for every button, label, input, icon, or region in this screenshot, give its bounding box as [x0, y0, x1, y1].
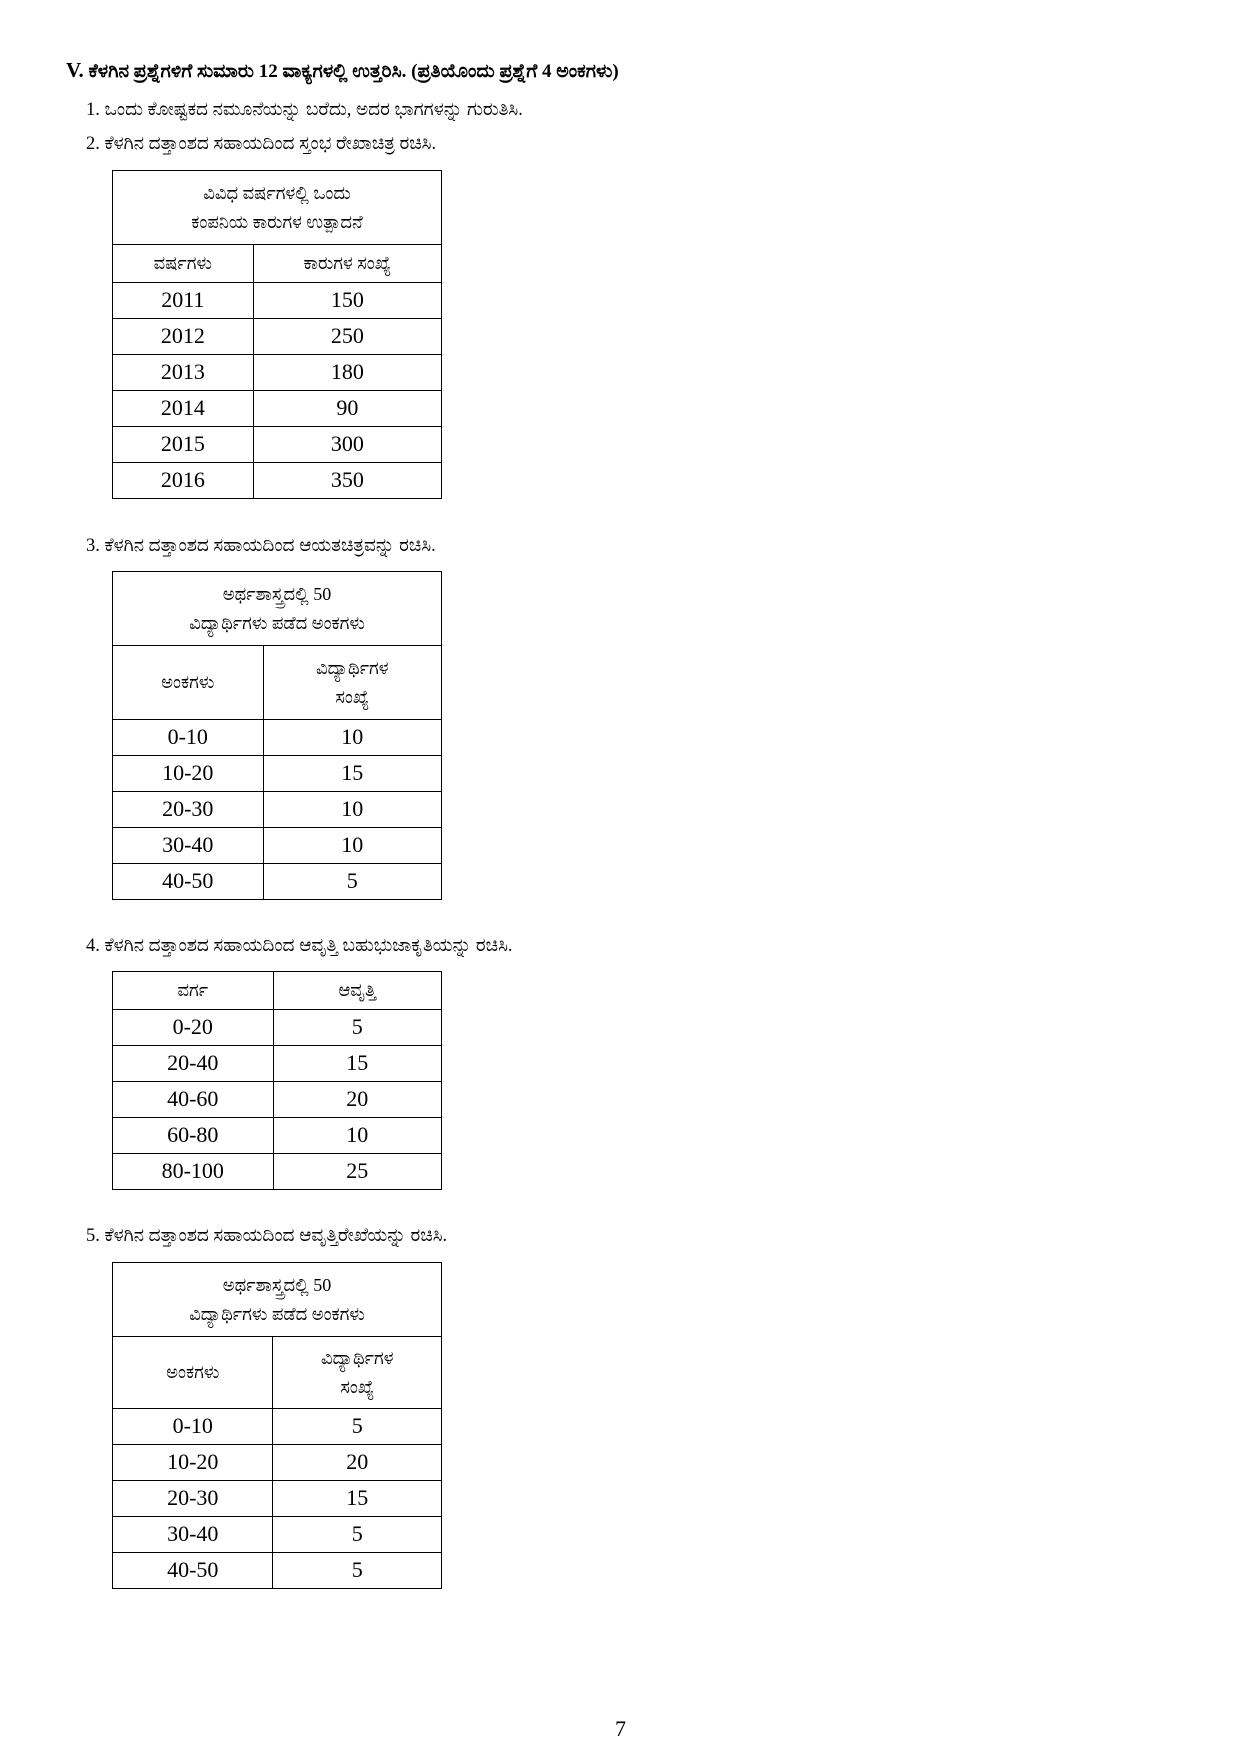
question-2: 2. ಕೆಳಗಿನ ದತ್ತಾಂಶದ ಸಹಾಯದಿಂದ ಸ್ತಂಭ ರೇಖಾಚಿತ್ರ ರಚಿಸಿ. — [86, 134, 437, 154]
table-row: 2016 350 — [113, 463, 442, 499]
table-economics-marks-2 — [112, 1262, 442, 1589]
table-row: 60-80 10 — [113, 1118, 442, 1154]
column-header-student-count: ವಿದ್ಯಾರ್ಥಿಗಳ ಸಂಖ್ಯೆ — [273, 1337, 442, 1409]
table-car-production — [112, 170, 442, 499]
column-header-years: ವರ್ಷಗಳು — [113, 245, 254, 283]
table-row: 2014 90 — [113, 391, 442, 427]
table-row: 10-20 20 — [113, 1445, 442, 1481]
table-row: 30-40 10 — [113, 828, 442, 864]
table-row: 40-50 5 — [113, 1553, 442, 1589]
table-title: ವಿವಿಧ ವರ್ಷಗಳಲ್ಲಿ ಒಂದು ಕಂಪನಿಯ ಕಾರುಗಳ ಉತ್ಪಾದನೆ — [113, 171, 442, 245]
table-economics-marks — [112, 571, 442, 900]
column-header-student-count: ವಿದ್ಯಾರ್ಥಿಗಳ ಸಂಖ್ಯೆ — [263, 646, 441, 720]
table-row: 2011 150 — [113, 283, 442, 319]
table-row: 30-40 5 — [113, 1517, 442, 1553]
question-4: 4. ಕೆಳಗಿನ ದತ್ತಾಂಶದ ಸಹಾಯದಿಂದ ಆವೃತ್ತಿ ಬಹುಭುಜಾಕೃತಿಯನ್ನು ರಚಿಸಿ. — [86, 936, 513, 956]
table-row: 20-30 10 — [113, 792, 442, 828]
column-header-class: ವರ್ಗ — [113, 972, 274, 1010]
column-header-car-count: ಕಾರುಗಳ ಸಂಖ್ಯೆ — [253, 245, 441, 283]
question-3: 3. ಕೆಳಗಿನ ದತ್ತಾಂಶದ ಸಹಾಯದಿಂದ ಆಯತಚಿತ್ರವನ್ನು ರಚಿಸಿ. — [86, 536, 436, 556]
question-1: 1. ಒಂದು ಕೋಷ್ಟಕದ ನಮೂನೆಯನ್ನು ಬರೆದು, ಅದರ ಭಾಗಗಳನ್ನು ಗುರುತಿಸಿ. — [86, 100, 523, 120]
table-row: 2013 180 — [113, 355, 442, 391]
column-header-frequency: ಆವೃತ್ತಿ — [273, 972, 442, 1010]
table-row: 0-10 10 — [113, 720, 442, 756]
table-row: 0-10 5 — [113, 1409, 442, 1445]
table-row: 0-20 5 — [113, 1010, 442, 1046]
table-row: 20-30 15 — [113, 1481, 442, 1517]
page-number: 7 — [615, 1716, 626, 1741]
table-title: ಅರ್ಥಶಾಸ್ತ್ರದಲ್ಲಿ 50 ವಿದ್ಯಾರ್ಥಿಗಳು ಪಡೆದ ಅಂಕಗಳು — [113, 572, 442, 646]
table-row: 2012 250 — [113, 319, 442, 355]
table-row: 40-60 20 — [113, 1082, 442, 1118]
section-number: V. — [66, 58, 84, 82]
table-title: ಅರ್ಥಶಾಸ್ತ್ರದಲ್ಲಿ 50 ವಿದ್ಯಾರ್ಥಿಗಳು ಪಡೆದ ಅಂಕಗಳು — [113, 1263, 442, 1337]
question-5: 5. ಕೆಳಗಿನ ದತ್ತಾಂಶದ ಸಹಾಯದಿಂದ ಆವೃತ್ತಿರೇಖೆಯನ್ನು ರಚಿಸಿ. — [86, 1226, 448, 1246]
section-instruction: ಕೆಳಗಿನ ಪ್ರಶ್ನೆಗಳಿಗೆ ಸುಮಾರು 12 ವಾಕ್ಯಗಳಲ್ಲಿ ಉತ್ತರಿಸಿ. (ಪ್ರತಿಯೊಂದು ಪ್ರಶ್ನೆಗೆ 4 ಅಂಕಗಳು) — [88, 61, 619, 82]
table-row: 20-40 15 — [113, 1046, 442, 1082]
table-class-frequency — [112, 971, 442, 1190]
table-row: 10-20 15 — [113, 756, 442, 792]
table-row: 80-100 25 — [113, 1154, 442, 1190]
section-heading — [66, 58, 619, 83]
column-header-marks: ಅಂಕಗಳು — [113, 646, 264, 720]
table-row: 40-50 5 — [113, 864, 442, 900]
column-header-marks: ಅಂಕಗಳು — [113, 1337, 273, 1409]
table-row: 2015 300 — [113, 427, 442, 463]
